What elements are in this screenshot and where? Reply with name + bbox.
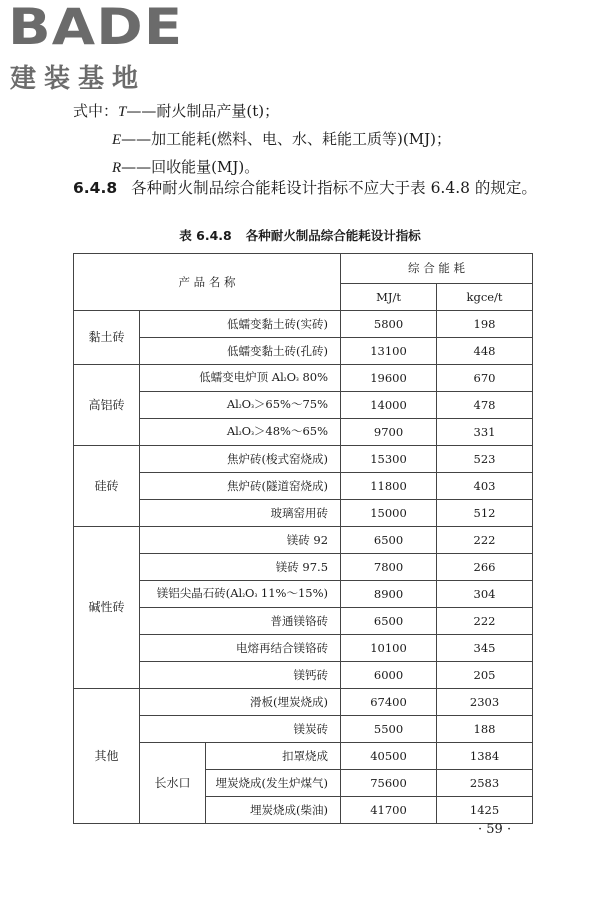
energy-mj-cell: 75600 bbox=[341, 770, 437, 797]
category-cell: 其他 bbox=[74, 689, 140, 824]
energy-mj-cell: 14000 bbox=[341, 392, 437, 419]
logo-latin-text: BADE bbox=[8, 0, 184, 56]
definition-row bbox=[73, 126, 451, 154]
energy-kgce-cell: 222 bbox=[437, 608, 533, 635]
header-unit-mj: MJ/t bbox=[341, 284, 437, 311]
energy-kgce-cell: 222 bbox=[437, 527, 533, 554]
product-cell: 埋炭烧成(柴油) bbox=[206, 797, 341, 824]
product-cell: 镁炭砖 bbox=[140, 716, 341, 743]
table-row bbox=[74, 419, 533, 446]
product-cell: 镁钙砖 bbox=[140, 662, 341, 689]
product-cell: 低蠕变电炉顶 Al₂O₃ 80% bbox=[140, 365, 341, 392]
clause-paragraph bbox=[73, 175, 553, 202]
table-row bbox=[74, 689, 533, 716]
table-row bbox=[74, 500, 533, 527]
product-cell: 扣罩烧成 bbox=[206, 743, 341, 770]
energy-mj-cell: 67400 bbox=[341, 689, 437, 716]
energy-mj-cell: 15300 bbox=[341, 446, 437, 473]
product-cell: 焦炉砖(隧道窑烧成) bbox=[140, 473, 341, 500]
header-energy: 综 合 能 耗 bbox=[341, 254, 533, 284]
table-row bbox=[74, 338, 533, 365]
page-number: · 59 · bbox=[478, 822, 512, 837]
formula-definitions bbox=[73, 98, 451, 182]
subgroup-cell: 长水口 bbox=[140, 743, 206, 824]
table-row bbox=[74, 446, 533, 473]
product-cell: 低蠕变黏土砖(孔砖) bbox=[140, 338, 341, 365]
category-cell: 碱性砖 bbox=[74, 527, 140, 689]
publisher-logo bbox=[8, 0, 184, 94]
energy-mj-cell: 6500 bbox=[341, 527, 437, 554]
table-row bbox=[74, 662, 533, 689]
product-cell: 滑板(埋炭烧成) bbox=[140, 689, 341, 716]
product-cell: 镁铝尖晶石砖(Al₂O₃ 11%～15%) bbox=[140, 581, 341, 608]
product-cell: Al₂O₃＞65%～75% bbox=[140, 392, 341, 419]
table-row bbox=[74, 527, 533, 554]
table-row bbox=[74, 635, 533, 662]
header-unit-kgce: kgce/t bbox=[437, 284, 533, 311]
energy-kgce-cell: 345 bbox=[437, 635, 533, 662]
product-cell: 焦炉砖(梭式窑烧成) bbox=[140, 446, 341, 473]
table-row bbox=[74, 716, 533, 743]
table-row bbox=[74, 473, 533, 500]
energy-kgce-cell: 2303 bbox=[437, 689, 533, 716]
energy-mj-cell: 7800 bbox=[341, 554, 437, 581]
energy-mj-cell: 9700 bbox=[341, 419, 437, 446]
energy-mj-cell: 10100 bbox=[341, 635, 437, 662]
product-cell: Al₂O₃＞48%～65% bbox=[140, 419, 341, 446]
energy-mj-cell: 5800 bbox=[341, 311, 437, 338]
logo-chinese-text: 建装基地 bbox=[10, 64, 147, 94]
energy-kgce-cell: 448 bbox=[437, 338, 533, 365]
energy-kgce-cell: 198 bbox=[437, 311, 533, 338]
energy-kgce-cell: 205 bbox=[437, 662, 533, 689]
product-cell: 镁砖 97.5 bbox=[140, 554, 341, 581]
table-caption-number: 表 6.4.8 bbox=[179, 228, 232, 243]
energy-kgce-cell: 331 bbox=[437, 419, 533, 446]
product-cell: 低蠕变黏土砖(实砖) bbox=[140, 311, 341, 338]
energy-mj-cell: 13100 bbox=[341, 338, 437, 365]
header-product-name: 产 品 名 称 bbox=[74, 254, 341, 311]
product-cell: 镁砖 92 bbox=[140, 527, 341, 554]
energy-kgce-cell: 266 bbox=[437, 554, 533, 581]
energy-kgce-cell: 512 bbox=[437, 500, 533, 527]
energy-kgce-cell: 1425 bbox=[437, 797, 533, 824]
energy-mj-cell: 15000 bbox=[341, 500, 437, 527]
table-row bbox=[74, 608, 533, 635]
definition-text: ——回收能量(MJ)。 bbox=[121, 158, 260, 176]
definition-row bbox=[73, 98, 451, 126]
category-cell: 高铝砖 bbox=[74, 365, 140, 446]
product-cell: 普通镁铬砖 bbox=[140, 608, 341, 635]
energy-kgce-cell: 478 bbox=[437, 392, 533, 419]
energy-mj-cell: 5500 bbox=[341, 716, 437, 743]
table-row bbox=[74, 743, 533, 770]
table-caption bbox=[0, 226, 600, 244]
energy-kgce-cell: 2583 bbox=[437, 770, 533, 797]
table-row bbox=[74, 365, 533, 392]
energy-mj-cell: 6500 bbox=[341, 608, 437, 635]
product-cell: 玻璃窑用砖 bbox=[140, 500, 341, 527]
energy-mj-cell: 6000 bbox=[341, 662, 437, 689]
table-row bbox=[74, 554, 533, 581]
table-caption-title: 各种耐火制品综合能耗设计指标 bbox=[245, 228, 421, 243]
energy-mj-cell: 41700 bbox=[341, 797, 437, 824]
energy-kgce-cell: 403 bbox=[437, 473, 533, 500]
category-cell: 黏土砖 bbox=[74, 311, 140, 365]
product-cell: 电熔再结合镁铬砖 bbox=[140, 635, 341, 662]
energy-mj-cell: 8900 bbox=[341, 581, 437, 608]
table-row bbox=[74, 311, 533, 338]
table-row bbox=[74, 392, 533, 419]
energy-kgce-cell: 1384 bbox=[437, 743, 533, 770]
energy-kgce-cell: 670 bbox=[437, 365, 533, 392]
energy-mj-cell: 11800 bbox=[341, 473, 437, 500]
energy-mj-cell: 19600 bbox=[341, 365, 437, 392]
category-cell: 硅砖 bbox=[74, 446, 140, 527]
definition-text: ——加工能耗(燃料、电、水、耗能工质等)(MJ)； bbox=[121, 130, 451, 148]
definition-symbol: T bbox=[118, 104, 127, 120]
definition-symbol: R bbox=[112, 160, 122, 176]
energy-kgce-cell: 304 bbox=[437, 581, 533, 608]
table-row bbox=[74, 581, 533, 608]
clause-number: 6.4.8 bbox=[73, 179, 118, 197]
table-header-row bbox=[74, 254, 533, 284]
energy-kgce-cell: 523 bbox=[437, 446, 533, 473]
definition-prefix: 式中： bbox=[73, 102, 119, 120]
energy-kgce-cell: 188 bbox=[437, 716, 533, 743]
energy-mj-cell: 40500 bbox=[341, 743, 437, 770]
product-cell: 埋炭烧成(发生炉煤气) bbox=[206, 770, 341, 797]
definition-text: ——耐火制品产量(t)； bbox=[126, 102, 280, 120]
definition-symbol: E bbox=[112, 132, 122, 148]
energy-index-table bbox=[73, 253, 533, 824]
clause-text: 各种耐火制品综合能耗设计指标不应大于表 6.4.8 的规定。 bbox=[131, 179, 537, 197]
